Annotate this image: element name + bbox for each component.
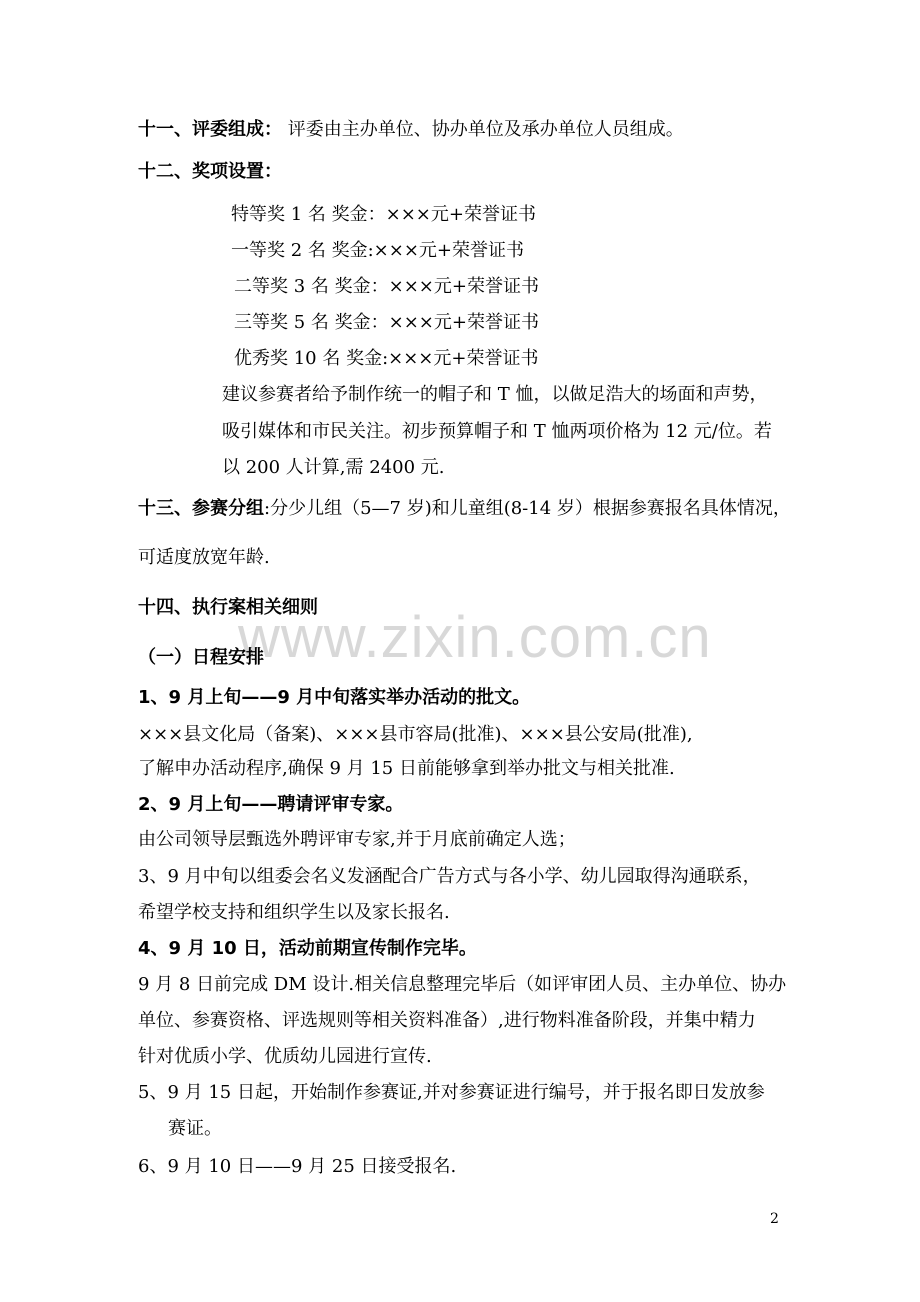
section-12-note-line: 吸引媒体和市民关注。初步预算帽子和 T 恤两项价格为 12 元/位。若 [222,421,772,442]
section-14-heading: 十四、执行案相关细则 [138,597,318,618]
section-13-text-cont: 可适度放宽年龄. [138,547,270,568]
section-11-heading: 十一、评委组成： [138,119,282,140]
schedule-item-body: 了解申办活动程序,确保 9 月 15 日前能够拿到举办批文与相关批准. [138,758,675,779]
schedule-item-title: 1、9 月上旬——9 月中旬落实举办活动的批文。 [138,687,531,708]
section-13-heading: 十三、参赛分组 [138,498,264,519]
schedule-item-body: 9 月 8 日前完成 DM 设计.相关信息整理完毕后（如评审团人员、主办单位、协办 [138,974,787,995]
award-line: 二等奖 3 名 奖金：×××元+荣誉证书 [234,276,539,297]
schedule-item-body: 单位、参赛资格、评选规则等相关资料准备）,进行物料准备阶段，并集中精力 [138,1010,756,1031]
schedule-item-title: 2、9 月上旬——聘请评审专家。 [138,794,404,815]
watermark: www.zixin.com.cn [238,605,712,670]
schedule-item-title: 4、9 月 10 日，活动前期宣传制作完毕。 [138,938,477,959]
schedule-item-body: ×××县文化局（备案)、×××县市容局(批准)、×××县公安局(批准), [138,724,693,745]
schedule-item-title: 6、9 月 10 日——9 月 25 日接受报名. [138,1156,457,1177]
schedule-item-body: 希望学校支持和组织学生以及家长报名. [138,902,450,923]
section-13-line [138,497,791,521]
schedule-subheading: （一）日程安排 [138,647,264,668]
schedule-item-title: 5、9 月 15 日起，开始制作参赛证,并对参赛证进行编号，并于报名即日发放参 [138,1082,765,1103]
award-line: 特等奖 1 名 奖金：×××元+荣誉证书 [231,204,536,225]
schedule-item-title: 3、9 月中旬以组委会名义发涵配合广告方式与各小学、幼儿园取得沟通联系， [138,866,761,887]
schedule-item-body: 针对优质小学、优质幼儿园进行宣传. [138,1046,432,1067]
page-number: 2 [770,1211,779,1227]
section-12-note-line: 建议参赛者给予制作统一的帽子和 T 恤，以做足浩大的场面和声势， [222,384,768,405]
section-11-line [138,118,684,142]
schedule-item-body: 由公司领导层甄选外聘评审专家,并于月底前确定人选； [138,829,576,850]
section-11-text: 评委由主办单位、协办单位及承办单位人员组成。 [282,119,684,140]
schedule-item-body: 赛证。 [168,1118,222,1139]
award-line: 三等奖 5 名 奖金：×××元+荣誉证书 [234,312,539,333]
section-12-heading: 十二、奖项设置： [138,161,282,182]
award-line: 优秀奖 10 名 奖金:×××元+荣誉证书 [234,348,539,369]
section-12-note-line: 以 200 人计算,需 2400 元. [222,457,445,478]
award-line: 一等奖 2 名 奖金:×××元+荣誉证书 [231,240,525,261]
section-13-text: :分少儿组（5—7 岁)和儿童组(8-14 岁）根据参赛报名具体情况， [264,498,791,519]
